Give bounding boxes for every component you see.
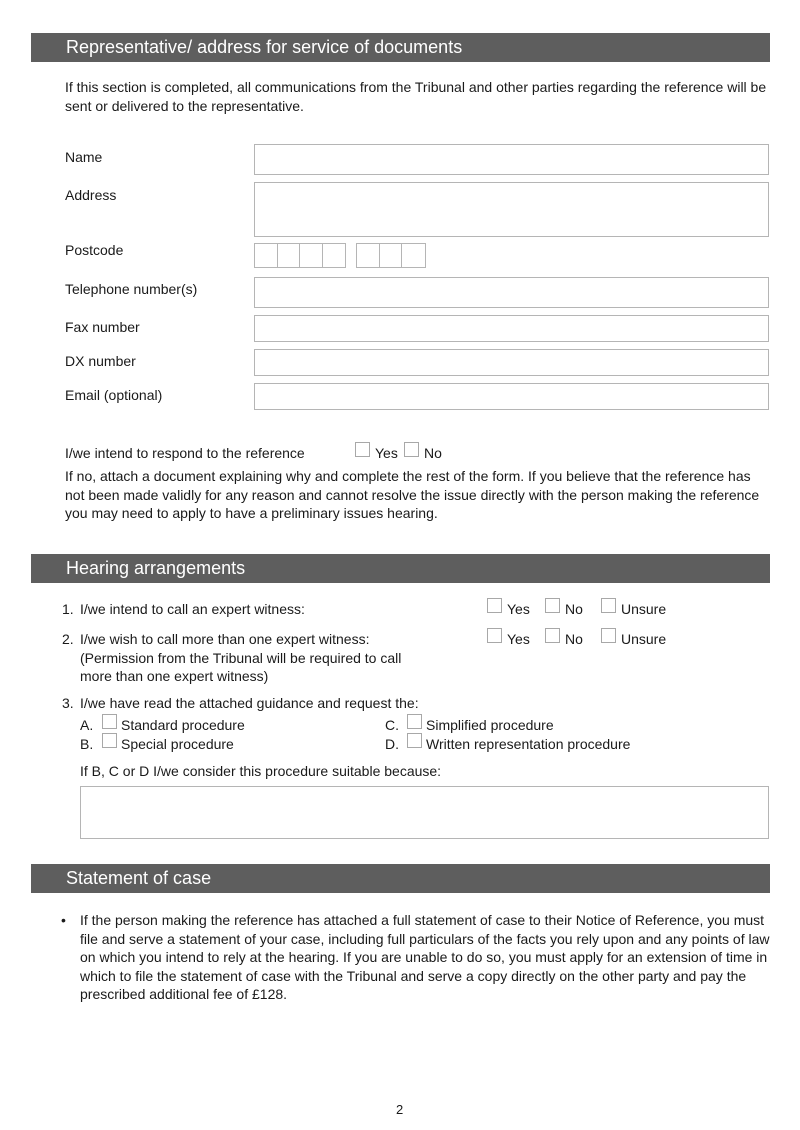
option-c-label: Simplified procedure [426,717,554,733]
reason-label: If B, C or D I/we consider this procedure suitable because: [80,763,442,779]
q1-number: 1. [62,601,74,617]
page-number: 2 [396,1102,404,1117]
section-heading-hearing: Hearing arrangements [31,554,770,583]
address-label: Address [65,187,117,203]
option-c-letter: C. [385,717,399,733]
q2-yes-checkbox[interactable] [487,628,502,643]
q2-yes-label: Yes [507,631,530,647]
q2-text-line1: I/we wish to call more than one expert witness: [80,631,370,647]
address-field[interactable] [254,182,769,237]
postcode-inward-field[interactable] [356,243,426,268]
statement-bullet: • [61,912,66,928]
q3-number: 3. [62,695,74,711]
name-field[interactable] [254,144,769,175]
option-c-checkbox[interactable] [407,714,422,729]
intend-question: I/we intend to respond to the reference [65,445,305,461]
q2-no-label: No [565,631,583,647]
q2-no-checkbox[interactable] [545,628,560,643]
section-heading-representative: Representative/ address for service of documents [31,33,770,62]
representative-intro: If this section is completed, all communications from the Tribunal and other parties regarding the reference will be sent or delivered to the representative. [65,79,767,114]
email-field[interactable] [254,383,769,410]
q1-no-label: No [565,601,583,617]
q2-unsure-label: Unsure [621,631,667,647]
q1-yes-checkbox[interactable] [487,598,502,613]
q2-number: 2. [62,631,74,647]
q2-unsure-checkbox[interactable] [601,628,616,643]
fax-label: Fax number [65,319,140,335]
statement-text: If the person making the reference has attached a full statement of case to their Notice of Reference, you must file and serve a statement of your case, including full particulars of the facts you rely upon and any points of law on which you intend to rely at the hearing. If you are unable to do so, you must apply for an extension of time in which to file the statement of case with the Tribunal and serve a copy directly on the other party and pay the prescribed additional fee of £128. [80,912,770,1002]
option-d-label: Written representation procedure [426,736,631,752]
dx-field[interactable] [254,349,769,376]
option-b-letter: B. [80,736,94,752]
option-b-checkbox[interactable] [102,733,117,748]
postcode-outward-field[interactable] [254,243,346,268]
option-a-label: Standard procedure [121,717,245,733]
intend-no-checkbox[interactable] [404,442,419,457]
postcode-label: Postcode [65,242,124,258]
telephone-label: Telephone number(s) [65,281,198,297]
intend-yes-checkbox[interactable] [355,442,370,457]
q1-text: I/we intend to call an expert witness: [80,601,305,617]
email-label: Email (optional) [65,387,163,403]
option-d-letter: D. [385,736,399,752]
intend-yes-label: Yes [375,445,398,461]
reason-field[interactable] [80,786,769,839]
option-b-label: Special procedure [121,736,234,752]
option-a-checkbox[interactable] [102,714,117,729]
name-label: Name [65,149,103,165]
q1-unsure-label: Unsure [621,601,667,617]
fax-field[interactable] [254,315,769,342]
telephone-field[interactable] [254,277,769,308]
q3-text: I/we have read the attached guidance and request the: [80,695,419,711]
q1-no-checkbox[interactable] [545,598,560,613]
intend-no-label: No [424,445,442,461]
section-heading-statement: Statement of case [31,864,770,893]
option-d-checkbox[interactable] [407,733,422,748]
q1-yes-label: Yes [507,601,530,617]
intend-note: If no, attach a document explaining why and complete the rest of the form. If you believe that the reference has not been made validly for any reason and cannot resolve the issue directly with the person making the reference you may need to apply to have a preliminary issues hearing. [65,468,760,521]
q1-unsure-checkbox[interactable] [601,598,616,613]
q2-text-line3: more than one expert witness) [80,668,269,684]
q2-text-line2: (Permission from the Tribunal will be required to call [80,650,402,666]
dx-label: DX number [65,353,136,369]
option-a-letter: A. [80,717,94,733]
